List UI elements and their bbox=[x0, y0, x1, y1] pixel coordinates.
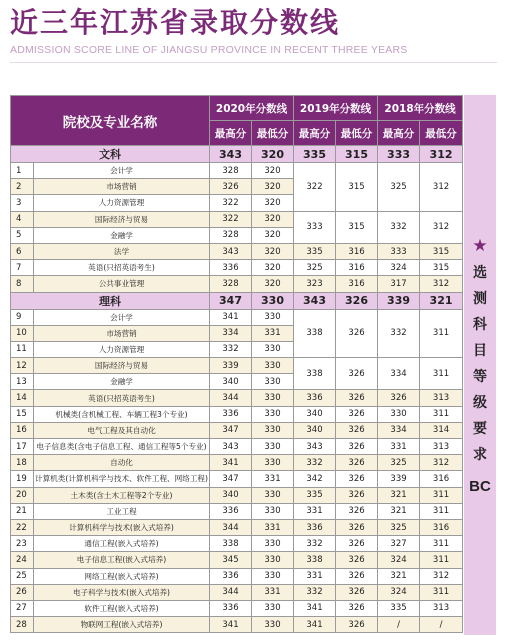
score-2020-max: 340 bbox=[210, 487, 252, 503]
score-2018-max: 317 bbox=[378, 276, 420, 292]
score-2020-max: 322 bbox=[210, 195, 252, 211]
major-name: 工业工程 bbox=[34, 503, 210, 519]
score-2019-min: 316 bbox=[336, 243, 378, 259]
star-icon: ★ bbox=[472, 235, 488, 256]
score-2018-max: 321 bbox=[378, 503, 420, 519]
subject-requirement-panel bbox=[464, 95, 496, 635]
row-number: 28 bbox=[11, 617, 34, 633]
table-row bbox=[11, 617, 463, 633]
major-name: 公共事业管理 bbox=[34, 276, 210, 292]
max-score-header: 最高分 bbox=[294, 121, 336, 146]
score-2019-min: 326 bbox=[336, 552, 378, 568]
section-total-score: 321 bbox=[420, 292, 463, 309]
score-2018-min: 312 bbox=[420, 276, 463, 292]
major-name: 土木类(含土木工程等2个专业) bbox=[34, 487, 210, 503]
row-number: 19 bbox=[11, 471, 34, 487]
score-2020-min: 330 bbox=[252, 406, 294, 422]
row-number: 16 bbox=[11, 422, 34, 438]
major-name: 人力资源管理 bbox=[34, 195, 210, 211]
score-2020-max: 340 bbox=[210, 374, 252, 390]
score-2018-min: 313 bbox=[420, 600, 463, 616]
title-divider bbox=[10, 62, 497, 63]
score-2018-min: 313 bbox=[420, 390, 463, 406]
score-2018-min: 311 bbox=[420, 358, 463, 390]
score-2020-max: 328 bbox=[210, 163, 252, 179]
section-total-score: 335 bbox=[294, 146, 336, 163]
score-2020-max: 343 bbox=[210, 439, 252, 455]
score-2019-min: 326 bbox=[336, 536, 378, 552]
score-2020-min: 320 bbox=[252, 276, 294, 292]
score-2020-max: 343 bbox=[210, 243, 252, 259]
table-row bbox=[11, 455, 463, 471]
section-label: 文科 bbox=[11, 146, 210, 163]
row-number: 3 bbox=[11, 195, 34, 211]
major-name: 电子信息类(含电子信息工程、通信工程等5个专业) bbox=[34, 439, 210, 455]
row-number: 2 bbox=[11, 179, 34, 195]
score-2020-min: 320 bbox=[252, 227, 294, 243]
score-2020-min: 331 bbox=[252, 519, 294, 535]
min-score-header: 最低分 bbox=[420, 121, 463, 146]
table-row bbox=[11, 552, 463, 568]
section-total-score: 315 bbox=[336, 146, 378, 163]
score-2020-min: 331 bbox=[252, 471, 294, 487]
score-2019-min: 316 bbox=[336, 276, 378, 292]
major-name: 英语(只招英语考生) bbox=[34, 260, 210, 276]
score-2018-max: 332 bbox=[378, 309, 420, 358]
score-2020-min: 330 bbox=[252, 552, 294, 568]
score-2020-max: 326 bbox=[210, 179, 252, 195]
score-2019-min: 326 bbox=[336, 455, 378, 471]
score-2019-min: 326 bbox=[336, 487, 378, 503]
major-name: 通信工程(嵌入式培养) bbox=[34, 536, 210, 552]
major-name: 会计学 bbox=[34, 163, 210, 179]
table-row bbox=[11, 600, 463, 616]
score-table bbox=[10, 95, 463, 633]
major-name: 会计学 bbox=[34, 309, 210, 325]
score-2019-min: 326 bbox=[336, 584, 378, 600]
score-2019-min: 326 bbox=[336, 390, 378, 406]
table-row bbox=[11, 390, 463, 406]
score-2020-max: 336 bbox=[210, 260, 252, 276]
major-name: 市场营销 bbox=[34, 179, 210, 195]
score-2018-max: 321 bbox=[378, 487, 420, 503]
major-name: 计算机类(计算机科学与技术、软件工程、网络工程) bbox=[34, 471, 210, 487]
score-2020-min: 320 bbox=[252, 243, 294, 259]
major-name: 机械类(含机械工程、车辆工程3个专业) bbox=[34, 406, 210, 422]
major-name: 金融学 bbox=[34, 227, 210, 243]
score-2019-min: 326 bbox=[336, 471, 378, 487]
score-2020-max: 332 bbox=[210, 341, 252, 357]
score-2020-min: 320 bbox=[252, 211, 294, 227]
table-row bbox=[11, 309, 463, 325]
score-2018-max: 324 bbox=[378, 552, 420, 568]
major-name: 电子信息工程(嵌入式培养) bbox=[34, 552, 210, 568]
score-2019-max: 332 bbox=[294, 584, 336, 600]
score-2018-min: 311 bbox=[420, 536, 463, 552]
section-row bbox=[11, 292, 463, 309]
major-name: 软件工程(嵌入式培养) bbox=[34, 600, 210, 616]
score-2020-min: 330 bbox=[252, 600, 294, 616]
max-score-header: 最高分 bbox=[210, 121, 252, 146]
row-number: 5 bbox=[11, 227, 34, 243]
score-2018-min: 316 bbox=[420, 519, 463, 535]
score-2019-max: 333 bbox=[294, 211, 336, 243]
score-2018-max: 335 bbox=[378, 600, 420, 616]
score-2020-min: 330 bbox=[252, 503, 294, 519]
major-name: 物联网工程(嵌入式培养) bbox=[34, 617, 210, 633]
score-2019-max: 335 bbox=[294, 487, 336, 503]
row-number: 22 bbox=[11, 519, 34, 535]
score-2020-max: 347 bbox=[210, 422, 252, 438]
score-2018-max: 332 bbox=[378, 211, 420, 243]
score-2019-max: 332 bbox=[294, 536, 336, 552]
table-row bbox=[11, 276, 463, 292]
score-2019-max: 322 bbox=[294, 163, 336, 212]
score-2020-max: 338 bbox=[210, 536, 252, 552]
score-2019-min: 326 bbox=[336, 309, 378, 358]
score-2019-min: 326 bbox=[336, 406, 378, 422]
score-2019-min: 315 bbox=[336, 163, 378, 212]
table-row bbox=[11, 536, 463, 552]
section-total-score: 347 bbox=[210, 292, 252, 309]
score-2018-min: 314 bbox=[420, 422, 463, 438]
major-name: 国际经济与贸易 bbox=[34, 358, 210, 374]
row-number: 20 bbox=[11, 487, 34, 503]
score-2018-min: 311 bbox=[420, 406, 463, 422]
table-row bbox=[11, 487, 463, 503]
score-2019-max: 343 bbox=[294, 439, 336, 455]
score-2020-max: 336 bbox=[210, 406, 252, 422]
score-2020-max: 341 bbox=[210, 455, 252, 471]
score-2019-min: 316 bbox=[336, 260, 378, 276]
score-2018-min: 311 bbox=[420, 584, 463, 600]
section-row bbox=[11, 146, 463, 163]
score-2019-max: 335 bbox=[294, 243, 336, 259]
row-number: 7 bbox=[11, 260, 34, 276]
score-2020-max: 345 bbox=[210, 552, 252, 568]
page-title: 近三年江苏省录取分数线 bbox=[10, 6, 341, 39]
score-2018-min: 311 bbox=[420, 552, 463, 568]
score-2018-max: 331 bbox=[378, 439, 420, 455]
score-2020-max: 336 bbox=[210, 600, 252, 616]
score-2019-min: 326 bbox=[336, 503, 378, 519]
score-2020-min: 331 bbox=[252, 325, 294, 341]
score-2020-max: 336 bbox=[210, 568, 252, 584]
score-2019-max: 342 bbox=[294, 471, 336, 487]
row-number: 10 bbox=[11, 325, 34, 341]
table-row bbox=[11, 439, 463, 455]
major-name: 网络工程(嵌入式培养) bbox=[34, 568, 210, 584]
row-number: 17 bbox=[11, 439, 34, 455]
row-number: 25 bbox=[11, 568, 34, 584]
major-name: 金融学 bbox=[34, 374, 210, 390]
score-2020-max: 328 bbox=[210, 227, 252, 243]
score-2019-min: 326 bbox=[336, 358, 378, 390]
score-2019-max: 338 bbox=[294, 552, 336, 568]
score-2020-max: 344 bbox=[210, 584, 252, 600]
score-2020-max: 328 bbox=[210, 276, 252, 292]
table-row bbox=[11, 260, 463, 276]
score-2018-max: 324 bbox=[378, 584, 420, 600]
score-2019-min: 326 bbox=[336, 439, 378, 455]
score-2018-min: 313 bbox=[420, 439, 463, 455]
score-2018-min: 312 bbox=[420, 163, 463, 212]
row-number: 8 bbox=[11, 276, 34, 292]
major-name: 电子科学与技术(嵌入式培养) bbox=[34, 584, 210, 600]
score-2018-max: 339 bbox=[378, 471, 420, 487]
score-2020-max: 322 bbox=[210, 211, 252, 227]
table-row bbox=[11, 503, 463, 519]
table-row bbox=[11, 519, 463, 535]
score-2019-min: 326 bbox=[336, 568, 378, 584]
row-number: 1 bbox=[11, 163, 34, 179]
year-header-2020: 2020年分数线 bbox=[210, 96, 294, 121]
section-total-score: 312 bbox=[420, 146, 463, 163]
score-2020-min: 330 bbox=[252, 309, 294, 325]
score-2020-max: 344 bbox=[210, 519, 252, 535]
table-row bbox=[11, 406, 463, 422]
section-total-score: 326 bbox=[336, 292, 378, 309]
row-number: 27 bbox=[11, 600, 34, 616]
major-name: 国际经济与贸易 bbox=[34, 211, 210, 227]
score-2020-max: 334 bbox=[210, 325, 252, 341]
score-2018-min: 312 bbox=[420, 568, 463, 584]
score-2019-max: 340 bbox=[294, 406, 336, 422]
score-2020-min: 320 bbox=[252, 195, 294, 211]
row-number: 13 bbox=[11, 374, 34, 390]
min-score-header: 最低分 bbox=[336, 121, 378, 146]
row-number: 26 bbox=[11, 584, 34, 600]
score-2019-max: 338 bbox=[294, 309, 336, 358]
row-number: 21 bbox=[11, 503, 34, 519]
score-2019-min: 315 bbox=[336, 211, 378, 243]
score-2018-max: 325 bbox=[378, 519, 420, 535]
major-name: 自动化 bbox=[34, 455, 210, 471]
score-2019-max: 340 bbox=[294, 422, 336, 438]
score-2020-min: 330 bbox=[252, 439, 294, 455]
score-2020-min: 330 bbox=[252, 358, 294, 374]
score-2019-max: 331 bbox=[294, 503, 336, 519]
score-2018-max: 334 bbox=[378, 358, 420, 390]
score-2020-min: 330 bbox=[252, 341, 294, 357]
score-2019-max: 325 bbox=[294, 260, 336, 276]
score-2020-min: 330 bbox=[252, 536, 294, 552]
table-row bbox=[11, 243, 463, 259]
score-2020-max: 341 bbox=[210, 309, 252, 325]
section-total-score: 339 bbox=[378, 292, 420, 309]
major-name: 电气工程及其自动化 bbox=[34, 422, 210, 438]
major-name: 市场营销 bbox=[34, 325, 210, 341]
score-2019-max: 338 bbox=[294, 358, 336, 390]
major-name: 法学 bbox=[34, 243, 210, 259]
score-2020-min: 330 bbox=[252, 422, 294, 438]
table-row bbox=[11, 568, 463, 584]
score-2018-min: 312 bbox=[420, 455, 463, 471]
score-2020-max: 347 bbox=[210, 471, 252, 487]
score-2018-min: 311 bbox=[420, 487, 463, 503]
score-2018-max: 324 bbox=[378, 260, 420, 276]
score-2018-max: / bbox=[378, 617, 420, 633]
table-row bbox=[11, 211, 463, 227]
section-total-score: 330 bbox=[252, 292, 294, 309]
score-2019-max: 336 bbox=[294, 519, 336, 535]
score-2020-min: 330 bbox=[252, 617, 294, 633]
row-number: 11 bbox=[11, 341, 34, 357]
score-2019-max: 341 bbox=[294, 617, 336, 633]
score-2018-min: 311 bbox=[420, 309, 463, 358]
row-number: 6 bbox=[11, 243, 34, 259]
score-2018-max: 334 bbox=[378, 422, 420, 438]
section-total-score: 343 bbox=[294, 292, 336, 309]
score-2020-max: 341 bbox=[210, 617, 252, 633]
max-score-header: 最高分 bbox=[378, 121, 420, 146]
score-2019-min: 326 bbox=[336, 422, 378, 438]
score-2020-min: 330 bbox=[252, 390, 294, 406]
table-row bbox=[11, 422, 463, 438]
score-2018-max: 326 bbox=[378, 390, 420, 406]
score-2019-min: 326 bbox=[336, 600, 378, 616]
score-2019-min: 326 bbox=[336, 617, 378, 633]
score-2018-max: 333 bbox=[378, 243, 420, 259]
score-2018-min: 311 bbox=[420, 503, 463, 519]
table-row bbox=[11, 584, 463, 600]
major-name: 英语(只招英语考生) bbox=[34, 390, 210, 406]
score-2018-max: 325 bbox=[378, 455, 420, 471]
score-2018-max: 327 bbox=[378, 536, 420, 552]
score-2020-min: 330 bbox=[252, 374, 294, 390]
page-subtitle: ADMISSION SCORE LINE OF JIANGSU PROVINCE IN RECENT THREE YEARS bbox=[10, 44, 408, 56]
score-2020-max: 344 bbox=[210, 390, 252, 406]
score-2020-min: 320 bbox=[252, 163, 294, 179]
section-total-score: 333 bbox=[378, 146, 420, 163]
score-2018-max: 330 bbox=[378, 406, 420, 422]
section-label: 理科 bbox=[11, 292, 210, 309]
score-2020-min: 320 bbox=[252, 260, 294, 276]
score-2018-min: 316 bbox=[420, 471, 463, 487]
row-number: 4 bbox=[11, 211, 34, 227]
score-2019-min: 326 bbox=[336, 519, 378, 535]
score-2020-min: 330 bbox=[252, 568, 294, 584]
year-header-2018: 2018年分数线 bbox=[378, 96, 463, 121]
row-number: 18 bbox=[11, 455, 34, 471]
section-total-score: 320 bbox=[252, 146, 294, 163]
name-header: 院校及专业名称 bbox=[11, 96, 210, 146]
min-score-header: 最低分 bbox=[252, 121, 294, 146]
row-number: 12 bbox=[11, 358, 34, 374]
score-2018-min: 315 bbox=[420, 260, 463, 276]
score-2018-min: 312 bbox=[420, 211, 463, 243]
score-2020-min: 320 bbox=[252, 179, 294, 195]
row-number: 23 bbox=[11, 536, 34, 552]
row-number: 14 bbox=[11, 390, 34, 406]
major-name: 人力资源管理 bbox=[34, 341, 210, 357]
score-2020-min: 330 bbox=[252, 455, 294, 471]
score-2019-max: 341 bbox=[294, 600, 336, 616]
subject-requirement-text: 选测科目等级要求 bbox=[473, 264, 487, 463]
table-row bbox=[11, 471, 463, 487]
score-2018-max: 325 bbox=[378, 163, 420, 212]
score-2019-max: 331 bbox=[294, 568, 336, 584]
row-number: 15 bbox=[11, 406, 34, 422]
row-number: 9 bbox=[11, 309, 34, 325]
major-name: 计算机科学与技术(嵌入式培养) bbox=[34, 519, 210, 535]
score-2019-max: 323 bbox=[294, 276, 336, 292]
score-2020-max: 339 bbox=[210, 358, 252, 374]
score-2020-max: 336 bbox=[210, 503, 252, 519]
score-2018-min: 315 bbox=[420, 243, 463, 259]
row-number: 24 bbox=[11, 552, 34, 568]
subject-requirement-grade: BC bbox=[469, 477, 491, 495]
score-2020-min: 330 bbox=[252, 487, 294, 503]
score-2020-min: 331 bbox=[252, 584, 294, 600]
year-header-2019: 2019年分数线 bbox=[294, 96, 378, 121]
table-row bbox=[11, 163, 463, 179]
score-2019-max: 332 bbox=[294, 455, 336, 471]
section-total-score: 343 bbox=[210, 146, 252, 163]
score-2019-max: 336 bbox=[294, 390, 336, 406]
score-2018-max: 321 bbox=[378, 568, 420, 584]
score-2018-min: / bbox=[420, 617, 463, 633]
table-row bbox=[11, 358, 463, 374]
